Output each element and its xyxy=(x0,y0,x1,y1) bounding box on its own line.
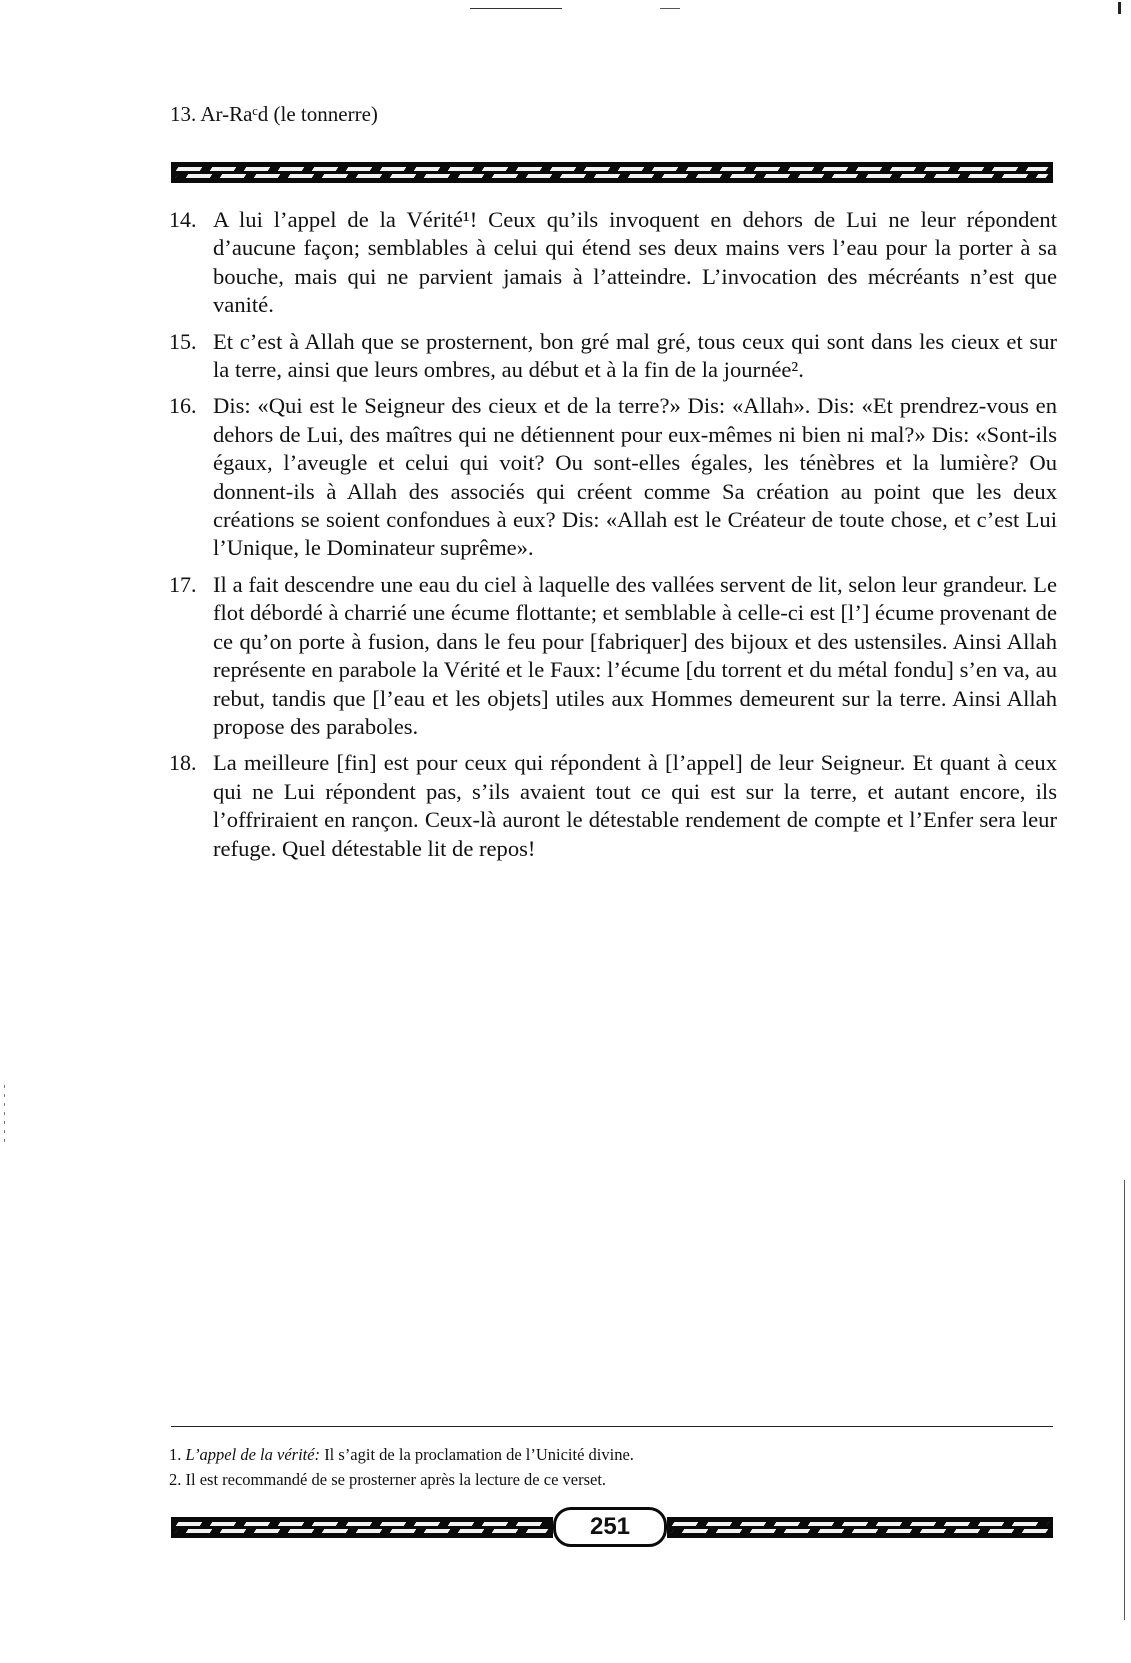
top-ornament-band xyxy=(171,162,1053,183)
verse-18 xyxy=(169,749,1057,863)
verse-15 xyxy=(169,328,1057,385)
footnote-number: 2. xyxy=(169,1470,182,1489)
footnote-number: 1. xyxy=(169,1445,182,1464)
footnote-text: Il est recommandé de se prosterner après la lecture de ce verset. xyxy=(185,1470,607,1489)
footnote-1 xyxy=(169,1442,1057,1467)
verse-number: 15. xyxy=(169,328,197,354)
page-edge-line xyxy=(1124,1180,1125,1620)
top-scan-rule-short xyxy=(660,8,680,9)
verse-number: 18. xyxy=(169,750,197,776)
footnote-text: Il s’agit de la proclamation de l’Unicité divine. xyxy=(324,1445,634,1464)
verse-text: La meilleure [fin] est pour ceux qui répondent à [l’appel] de leur Seigneur. Et quant à ceux qui ne Lui répondent pas, s’ils avaient tout ce qui est sur la terre, et autant encore, ils l’offriraient en rançon. Ceux-là auront le détestable rendement de compte et l’Enfer sera leur refuge. Quel détestable lit de repos! xyxy=(213,750,1057,861)
verse-number: 17. xyxy=(169,571,197,597)
footnote-2 xyxy=(169,1467,1057,1492)
footnote-term: L’appel de la vérité: xyxy=(185,1445,321,1464)
chapter-title: 13. Ar-Raᶜd (le tonnerre) xyxy=(170,102,378,126)
verse-16 xyxy=(169,392,1057,562)
verse-number: 14. xyxy=(169,207,197,232)
verse-text: Dis: «Qui est le Seigneur des cieux et de la terre?» Dis: «Allah». Dis: «Et prendrez-vous en dehors de Lui, des maîtres qui ne détiennent pour eux-mêmes ni bien ni mal?» Dis: «Sont-ils égaux, l’aveugle et celui qui voit? Ou sont-elles égales, les ténèbres et la lumière? Ou donnent-ils à Allah des associés qui créent comme Sa création au point que les deux créations se soient confondues à eux? Dis: «Allah est le Créateur de toute chose, et c’est Lui l’Unique, le Dominateur suprême». xyxy=(213,393,1057,561)
margin-dots xyxy=(4,1085,5,1145)
verse-number: 16. xyxy=(169,393,197,419)
top-scan-rule xyxy=(470,8,562,9)
verse-text: A lui l’appel de la Vérité¹! Ceux qu’ils invoquent en dehors de Lui ne leur répondent d’aucune façon; semblables à celui qui étend ses deux mains vers l’eau pour la porter à sa bouche, mais qui ne parvient jamais à l’atteindre. L’invocation des mécréants n’est que vanité. xyxy=(213,207,1057,318)
footnote-rule xyxy=(171,1426,1053,1427)
bottom-ornament-band-right xyxy=(667,1517,1053,1538)
verse-list xyxy=(169,206,1057,871)
verse-text: Il a fait descendre une eau du ciel à laquelle des vallées servent de lit, selon leur grandeur. Le flot débordé à charrié une écume flottante; et semblable à celle-ci est [l’] écume provenant de ce qu’on porte à fusion, dans le feu pour [fabriquer] des bijoux et des ustensiles. Ainsi Allah représente en parabole la Vérité et le Faux: l’écume [du torrent et du métal fondu] s’en va, au rebut, tandis que [l’eau et les objets] utiles aux Hommes demeurent sur la terre. Ainsi Allah propose des paraboles. xyxy=(213,571,1057,739)
verse-text: Et c’est à Allah que se prosternent, bon gré mal gré, tous ceux qui sont dans les cieux et sur la terre, ainsi que leurs ombres, au début et à la fin de la journée². xyxy=(213,328,1057,383)
corner-mark xyxy=(1118,2,1121,14)
bottom-ornament-band-left xyxy=(171,1517,553,1538)
verse-14 xyxy=(169,206,1057,320)
footnotes xyxy=(169,1442,1057,1492)
page-number: 251 xyxy=(553,1507,667,1547)
verse-17 xyxy=(169,571,1057,741)
